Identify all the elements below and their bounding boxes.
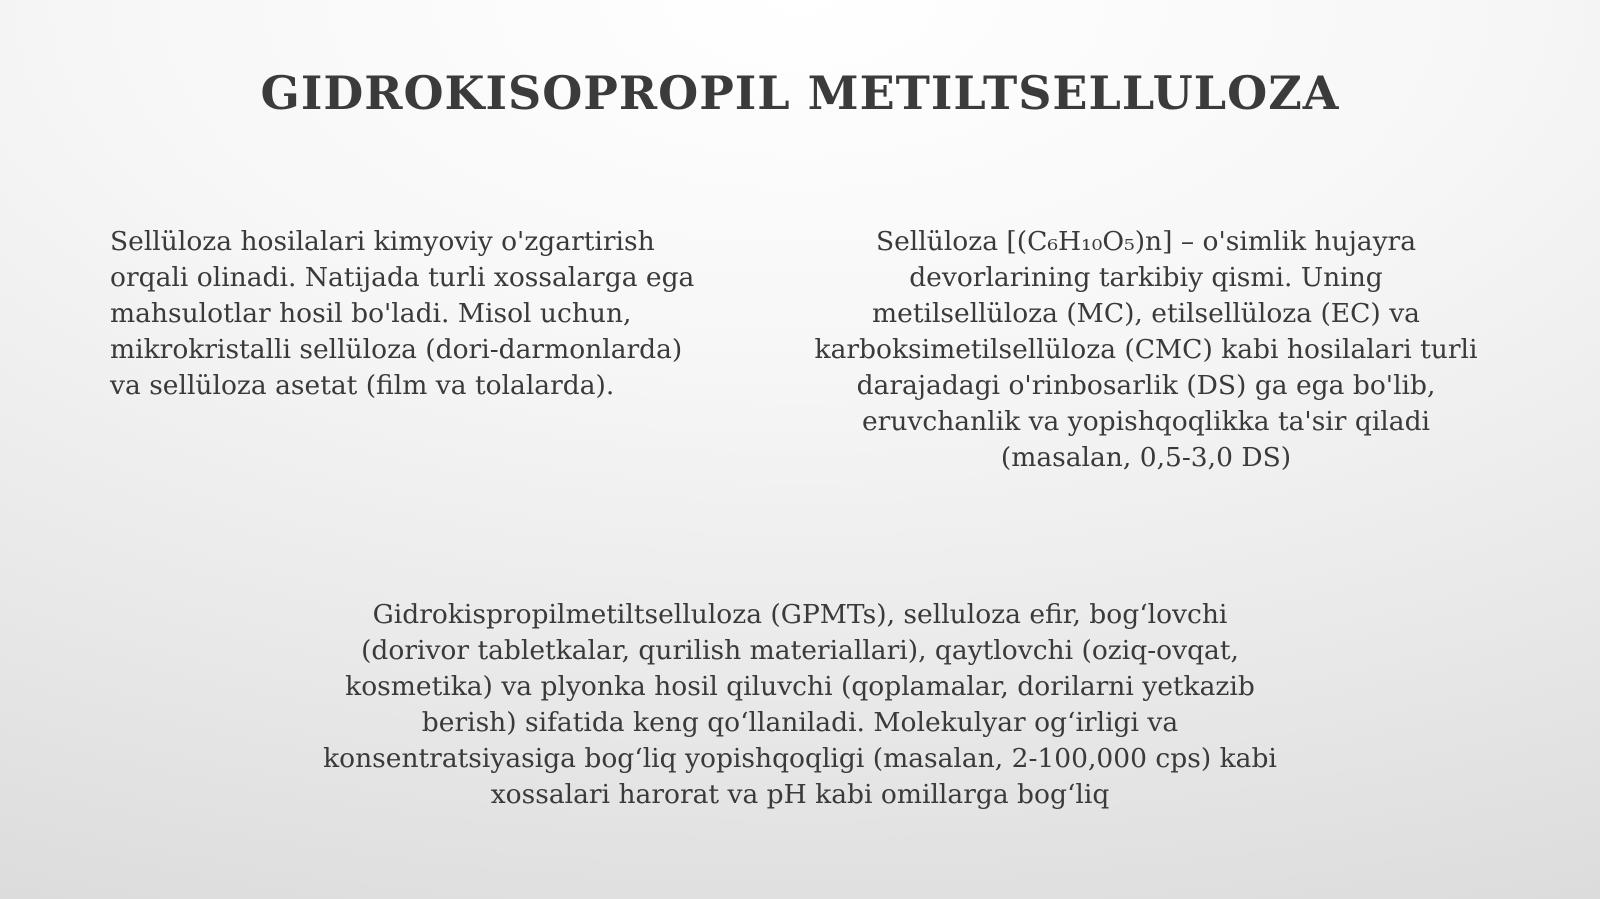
text-line: Gidrokispropilmetiltselluloza (GPMTs), selluloza efir, bog‘lovchi bbox=[372, 599, 1228, 630]
text-line: kosmetika) va plyonka hosil qiluvchi (qoplamalar, dorilarni yetkazib bbox=[345, 671, 1255, 702]
text-line: xossalari harorat va pH kabi omillarga bog‘liq bbox=[490, 779, 1110, 810]
left-text-block bbox=[110, 224, 760, 404]
text-line: orqali olinadi. Natijada turli xossalarga ega bbox=[110, 262, 695, 293]
text-line: (dorivor tabletkalar, qurilish materiallari), qaytlovchi (oziq-ovqat, bbox=[361, 635, 1239, 666]
bottom-text-block bbox=[290, 597, 1310, 813]
text-line: metilsellüloza (MC), etilsellüloza (EC) va bbox=[872, 298, 1420, 329]
text-line: darajadagi o'rinbosarlik (DS) ga ega bo'lib, bbox=[856, 370, 1436, 401]
text-line: Sellüloza [(C₆H₁₀O₅)n] – o'simlik hujayra bbox=[875, 226, 1417, 257]
text-line: karboksimetilsellüloza (CMC) kabi hosilalari turli bbox=[814, 334, 1478, 365]
text-line: konsentratsiyasiga bog‘liq yopishqoqligi (masalan, 2-100,000 cps) kabi bbox=[323, 743, 1277, 774]
text-line: devorlarining tarkibiy qismi. Uning bbox=[909, 262, 1383, 293]
text-line: mahsulotlar hosil bo'ladi. Misol uchun, bbox=[110, 298, 632, 329]
text-line: va sellüloza asetat (film va tolalarda). bbox=[110, 370, 615, 401]
text-line: berish) sifatida keng qo‘llaniladi. Molekulyar og‘irligi va bbox=[421, 707, 1179, 738]
text-line: eruvchanlik va yopishqoqlikka ta'sir qiladi bbox=[861, 406, 1431, 437]
right-text-block bbox=[786, 224, 1506, 476]
text-line: mikrokristalli sellüloza (dori-darmonlarda) bbox=[110, 334, 683, 365]
slide-title: GIDROKISOPROPIL METILTSELLULOZA bbox=[260, 66, 1340, 120]
text-line: (masalan, 0,5-3,0 DS) bbox=[1000, 442, 1292, 473]
text-line: Sellüloza hosilalari kimyoviy o'zgartirish bbox=[110, 226, 655, 257]
